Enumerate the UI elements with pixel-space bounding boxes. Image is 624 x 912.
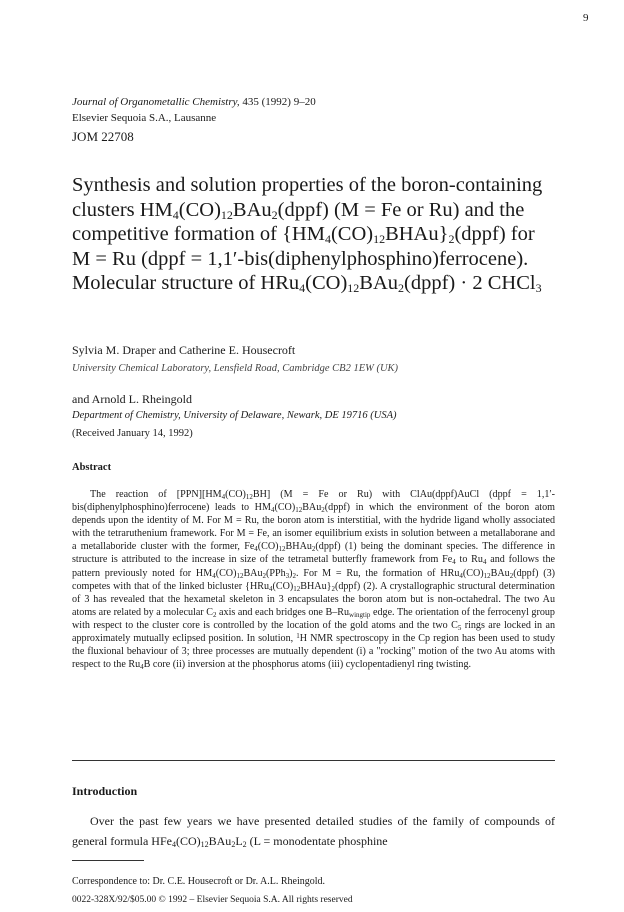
correspondence-footnote: Correspondence to: Dr. C.E. Housecroft or Dr. A.L. Rheingold. — [72, 876, 326, 887]
journal-citation — [72, 94, 316, 110]
publisher: Elsevier Sequoia S.A., Lausanne — [72, 112, 217, 124]
abstract-heading: Abstract — [72, 462, 112, 473]
page-number: 9 — [583, 12, 589, 24]
introduction-body: Over the past few years we have presented detailed studies of the family of compounds of general formula $HFe_4(CO)_{12}BAu_2L_2$ (L = monodentate phosphine — [72, 814, 555, 849]
affiliation-delaware: Department of Chemistry, University of Delaware, Newark, DE 19716 (USA) — [72, 410, 397, 421]
author-list-1: Sylvia M. Draper and Catherine E. Housecroft — [72, 343, 296, 357]
copyright-line: 0022-328X/92/$05.00 © 1992 – Elsevier Sequoia S.A. All rights reserved — [72, 895, 353, 905]
journal-info — [72, 94, 316, 145]
author-list-2: and Arnold L. Rheingold — [72, 392, 192, 406]
affiliation-cambridge: University Chemical Laboratory, Lensfield Road, Cambridge CB2 1EW (UK) — [72, 363, 399, 374]
article-title: Synthesis and solution properties of the boron-containing clusters $HM_4(CO)_{12}BAu_2(dppf) (M = Fe$ or Ru) and the competitive formation of $\{HM_4(CO)_{12}BHAu\}_2(dppf)$ for M = Ru (dppf = 1,1′-bis(diphenylphosphino)ferrocene). Molecular structure of $HRu_4(CO)_{12}BAu_2(dppf) \cdot 2$ CHCl$_3$ — [72, 174, 543, 295]
journal-volume: 435 (1992) 9–20 — [242, 96, 316, 108]
abstract-body: The reaction of $[PPN][HM_4(CO)_{12}BH] (M = Fe$ or Ru) with ClAu(dppf)AuCl (dppf = 1,1′-bis(diphenylphosphino)ferrocene) leads to $HM_4(CO)_{12}BAu_2(dppf)$ in which the environment of the boron atom depends upon the identity of M. For M = Ru, the boron atom is interstitial, with the hydride ligand wholly associated with the tetraruthenium framework. For M = Fe, an isomer equilibrium exists in solution between a metallaborane and a metallaboride cluster with the former, $Fe_4(CO)_{12}BHAu_2(dppf)$ (1) being the dominant species. The difference in structure is attributed to the increase in size of the tetrametal butterfly framework from $Fe_4$ to $Ru_4$ and follows the pattern previously noted for $HM_4(CO)_{12}BAu_2(PPh_3)_2$. For M = Ru, the formation of $HRu_4(CO)_{12}BAu_2(dppf)$ (3) competes with that of the linked bicluster $\{HRu_4(CO)_{12}BHAu\}_2(dppf)$ (2). A crystallographic structural determination of 3 has revealed that the hexametal skeleton in 3 encapsulates the boron atom but is non-octahedral. The two Au atoms are related by a molecular $C_2$ axis and each bridges one $B-Ru_{wingtip}$ edge. The orientation of the ferrocenyl group with respect to the cluster core is controlled by the location of the gold atoms and the two $C_5$ rings are locked in an approximately mutually eclipsed position. In solution, $^1$H NMR spectroscopy in the Cp region has been used to study the fluxional behaviour of 3; three processes are mutually dependent (i) a "rocking" motion of the two Au atoms with respect to the $Ru_4B$ core (ii) inversion at the phosphorus atoms (iii) cyclopentadienyl ring twisting. — [72, 489, 555, 672]
received-date: (Received January 14, 1992) — [72, 428, 193, 439]
journal-name: Journal of Organometallic Chemistry, — [72, 96, 240, 108]
introduction-heading: Introduction — [72, 784, 138, 798]
abstract-divider — [72, 760, 555, 761]
jom-number: JOM 22708 — [72, 129, 134, 144]
footnote-divider — [72, 860, 144, 861]
